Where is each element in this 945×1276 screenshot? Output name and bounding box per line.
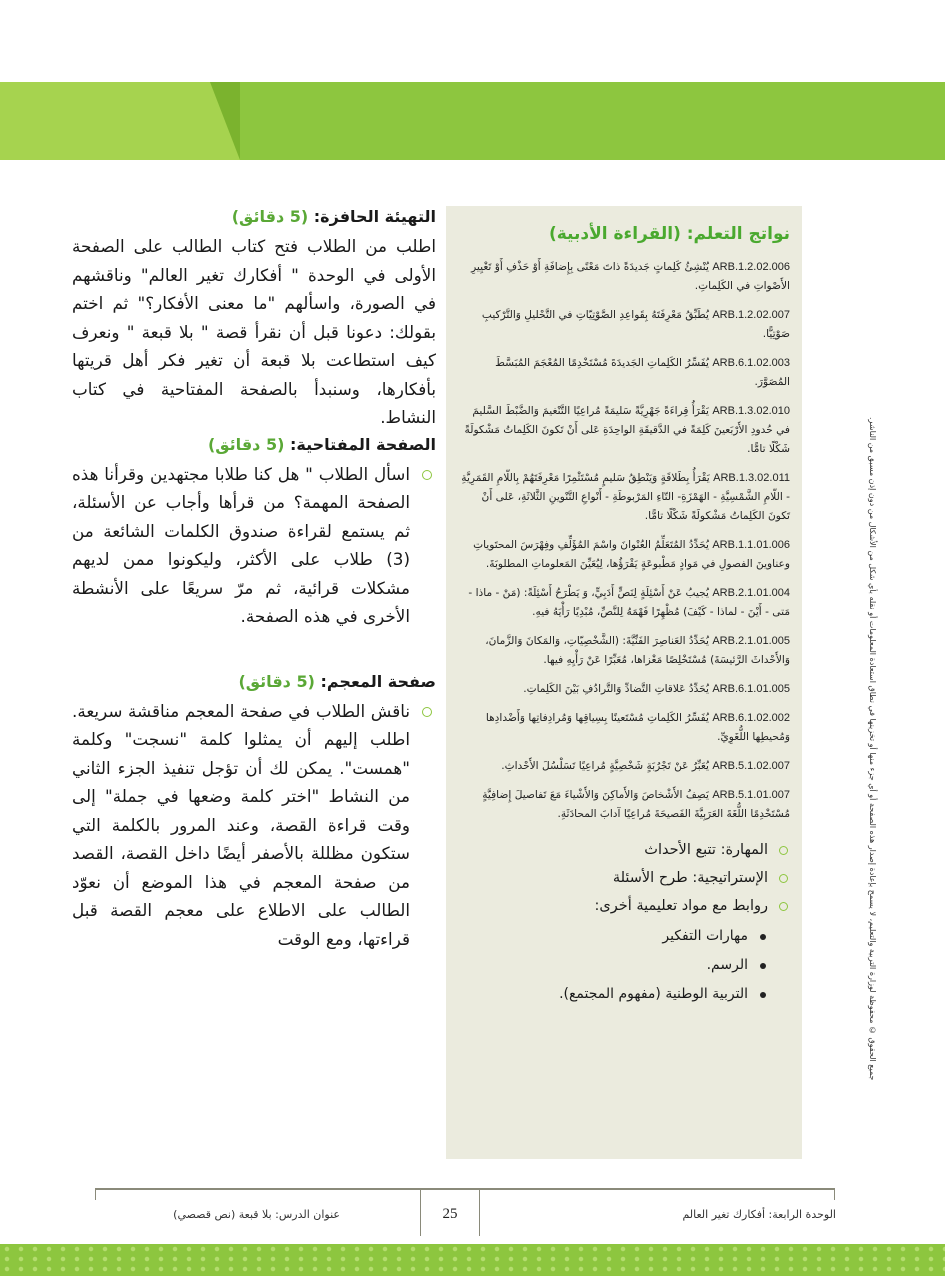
learning-outcome-item xyxy=(460,469,790,526)
strategy-row xyxy=(460,864,790,892)
outcome-code: ARB.2.1.01.005 xyxy=(712,635,790,647)
outcome-text: يُفَسِّرُ الكَلِماتِ الجَديدَةَ مُسْتَخْدِمًا المُعْجَمَ المُبَسَّطَ المُصَوَّرَ. xyxy=(495,357,790,388)
outcome-text: يُحَدِّدُ عَلاقاتِ التَّضادِّ وَالتَّرادُفِ بَيْنَ الكَلِماتِ. xyxy=(523,683,709,695)
key-page-text: اسأل الطلاب " هل كنا طلابا مجتهدين وقرأنا هذه الصفحة المهمة؟ من قرأها وأجاب عن الأسئلة، ثم يستمع لقراءة صندوق الكلمات الشائعة من (3) طلاب على الأكثر، وليكونوا ممن لديهم مشكلات قرائية، ثم مرّ سريعًا على الأنشطة الأخرى في هذه الصفحة. xyxy=(72,463,410,626)
outcome-code: ARB.6.1.01.005 xyxy=(712,683,790,695)
copyright-note: جميع الحقوق © محفوظة لوزارة التربية والتعليم، لا يسمح بإعادة إصدار هذه الصفحة أو أي جزء منها أو تخزينها في نطاق استعادة المعلومات أو نقله بأي شكل من الأشكال من دون إذن مسبق من الناشر. xyxy=(868,416,877,1080)
link-item: التربية الوطنية (مفهوم المجتمع). xyxy=(460,980,748,1009)
footer-pattern xyxy=(0,1244,945,1276)
learning-outcome-item xyxy=(460,402,790,459)
links-title: روابط مع مواد تعليمية أخرى: xyxy=(594,898,768,914)
section-title: الصفحة المفتاحية: xyxy=(289,434,436,454)
page-number-box xyxy=(420,1190,480,1236)
outcome-text: يَصِفُ الأَشْخاصَ وَالأَماكِنَ وَالأَشْياءَ مَعَ تَفاصيلَ إِضافِيَّةٍ مُسْتَخْدِمًا اللُّغَةَ العَرَبِيَّةَ الفَصيحَةَ مُراعِيًا آدابَ المحادَثَةِ. xyxy=(482,789,790,820)
circle-bullet-icon xyxy=(779,846,788,855)
outcome-code: ARB.6.1.02.003 xyxy=(712,357,790,369)
section-title: التهيئة الحافزة: xyxy=(313,207,436,226)
learning-outcome-item xyxy=(460,757,790,776)
learning-outcome-item xyxy=(460,354,790,392)
circle-bullet-icon xyxy=(422,470,432,480)
strategy-text: الإستراتيجية: طرح الأسئلة xyxy=(612,870,768,886)
footer-tick xyxy=(834,1188,835,1200)
link-item: الرسم. xyxy=(460,951,748,980)
header-tab xyxy=(0,82,240,160)
skill-row xyxy=(460,836,790,864)
learning-outcome-item xyxy=(460,536,790,574)
outcome-code: ARB.1.3.02.010 xyxy=(712,405,790,417)
outcome-code: ARB.1.3.02.011 xyxy=(713,472,790,484)
skill-text: المهارة: تتبع الأحداث xyxy=(644,842,768,858)
learning-outcome-item xyxy=(460,786,790,824)
page-number: 25 xyxy=(442,1206,458,1222)
outcome-text: يُحَدِّدُ المُتَعَلِّمُ العُنْوانَ واسْمَ المُؤَلِّفِ وفِهْرَسَ المحتَوياتِ وعناوينَ الفصولِ في مَوادٍ مَطْبوعَةٍ يَقْرَؤُها، لِيُعَيِّنَ المَعلوماتِ المطلوبَةَ. xyxy=(473,539,790,570)
links-list xyxy=(460,922,790,1009)
section-duration: (5 دقائق) xyxy=(231,207,309,226)
link-item: مهارات التفكير xyxy=(460,922,748,951)
outcome-text: يُجيبُ عَنْ أَسْئِلَةٍ لِنَصٍّ أَدَبِيٍّ، وَ يَطْرَحُ أَسْئِلَةً: (مَنْ - ماذا - مَتى - أَيْنَ - لماذا - كَيْفَ) مُظْهِرًا فَهْمَهُ لِلنَّصِّ، مُبْدِيًا رَأْيَهُ فيهِ. xyxy=(468,587,790,618)
outcome-text: يُعَبِّرُ عَنْ تَجْرُبَةٍ شَخْصِيَّةٍ مُراعِيًا تَسَلْسُلَ الأَحْداثِ. xyxy=(501,760,709,772)
footer-lesson: عنوان الدرس: بلا قبعة (نص قصصي) xyxy=(173,1208,340,1221)
outcome-text: يَقْرَأُ بِطَلاقَةٍ وَيَنْطِقُ سَليمٍ مُسْتَثْمِرًا مَعْرِفَتَهُمْ بِاللّامِ القَمَرِيَّةِ - اللّامِ الشَّمْسِيَّةِ - الهَمْزَةِ- التّاءِ المَرْبوطَةِ - أَنْواعِ التَّنْوينِ الثَّلاثَةِ، عَلى أَنْ تَكونَ الكَلِماتُ مَشْكولَةً شَكْلًا تامًّا. xyxy=(461,472,790,522)
section-heading-dictionary xyxy=(72,669,436,695)
outcome-text: يُحَدِّدُ العَناصِرَ الفَنِّيَّةَ: (الشَّخْصِيّاتِ، وَالمَكانَ وَالزَّمانَ، وَالأَحْداثَ الرَّئيسَةَ) مُسْتَخْلِصًا مَغْزاها، مُعَبِّرًا عَنْ رَأْيِهِ فيها. xyxy=(485,635,790,666)
dictionary-item xyxy=(72,697,436,954)
key-page-item xyxy=(72,460,436,631)
section-duration: (5 دقائق) xyxy=(207,434,285,454)
learning-outcomes-title: نواتج التعلم: (القراءة الأدبية) xyxy=(548,224,790,244)
section-title: صفحة المعجم: xyxy=(320,671,436,691)
links-row xyxy=(460,892,790,920)
footer-unit: الوحدة الرابعة: أفكارك تغير العالم xyxy=(682,1208,836,1221)
outcome-code: ARB.2.1.01.004 xyxy=(712,587,790,599)
dictionary-text: ناقش الطلاب في صفحة المعجم مناقشة سريعة. اطلب إليهم أن يمثلوا كلمة "نسجت" وكلمة "همست". يمكن لك أن تؤجل تنفيذ الجزء الثاني من النشاط "اختر كلمة وضعها في جملة" إلى وقت قراءة القصة، وعند المرور بالكلمة التي ستكون مظللة بالأصفر أيضًا داخل القصة، القصد من صفحة المعجم في هذا الموضع أن نعوّد الطالب على الاطلاع على معجم القصة قبل قراءتها، ومع الوقت xyxy=(72,700,410,949)
outcome-code: ARB.6.1.02.002 xyxy=(712,712,790,724)
learning-outcome-item xyxy=(460,632,790,670)
warmup-text: اطلب من الطلاب فتح كتاب الطالب على الصفحة الأولى في الوحدة " أفكارك تغير العالم" وناقشهم في الصورة، واسألهم "ما معنى الأفكار؟" ثم اختم بقولك: دعونا قبل أن نقرأ قصة " بلا قبعة " ونعرف كيف استطاعت بلا قبعة أن تغير فكر أهل قريتها بأفكارها، وسنبدأ بالصفحة المفتاحية في كتاب النشاط. xyxy=(72,236,436,427)
learning-outcomes-list xyxy=(460,258,790,824)
circle-bullet-icon xyxy=(422,707,432,717)
outcome-code: ARB.5.1.01.007 xyxy=(712,789,790,801)
learning-outcome-item xyxy=(460,584,790,622)
lesson-procedure xyxy=(72,204,436,953)
outcome-code: ARB.1.2.02.006 xyxy=(712,261,790,273)
outcome-text: يُطَبِّقُ مَعْرِفَتَهُ بِقَواعِدِ الصَّوْتِيّاتِ في التَّحْليلِ وَالتَّرْكيبِ صَوْتِيًّا. xyxy=(481,309,790,340)
section-heading-key-page xyxy=(72,432,436,458)
learning-outcomes-box xyxy=(446,206,802,1159)
learning-outcome-item xyxy=(460,709,790,747)
outcome-text: يَقْرَأُ قِراءَةً جَهْرِيَّةً سَليمَةً مُراعِيًا التَّنْغيمَ وَالضَّبْطَ السَّليمَ في حُدودِ الأَرْبَعينَ كَلِمَةً في الدَّقيقَةِ الواحِدَةِ عَلى أَنْ تَكونَ الكَلِماتُ مَشْكولَةً شَكْلًا تامًّا. xyxy=(464,405,790,455)
learning-outcome-item xyxy=(460,306,790,344)
outcome-code: ARB.1.1.01.006 xyxy=(712,539,790,551)
outcome-code: ARB.5.1.02.007 xyxy=(712,760,790,772)
circle-bullet-icon xyxy=(779,874,788,883)
outcome-code: ARB.1.2.02.007 xyxy=(712,309,790,321)
section-duration: (5 دقائق) xyxy=(238,671,315,691)
header-tab-edge xyxy=(210,82,240,160)
learning-outcome-item xyxy=(460,258,790,296)
lesson-extras xyxy=(460,836,790,1009)
outcome-text: يُفَسِّرُ الكَلِماتِ مُسْتَعينًا بِسِياقِها وَمُرادِفاتِها وَأَضْدادِها وَمُحيطِها اللُّغَوِيِّ. xyxy=(485,712,790,743)
footer-tick xyxy=(95,1188,96,1200)
section-heading-warmup xyxy=(72,204,436,230)
learning-outcome-item xyxy=(460,680,790,699)
circle-bullet-icon xyxy=(779,902,788,911)
outcome-text: يُنْشِئُ كَلِماتٍ جَديدَةً ذاتَ مَعْنًى بِإِضافَةِ أَوْ حَذْفِ أَوْ تَغْيِيرِ الأَصْواتِ في الكَلِماتِ. xyxy=(471,261,790,292)
